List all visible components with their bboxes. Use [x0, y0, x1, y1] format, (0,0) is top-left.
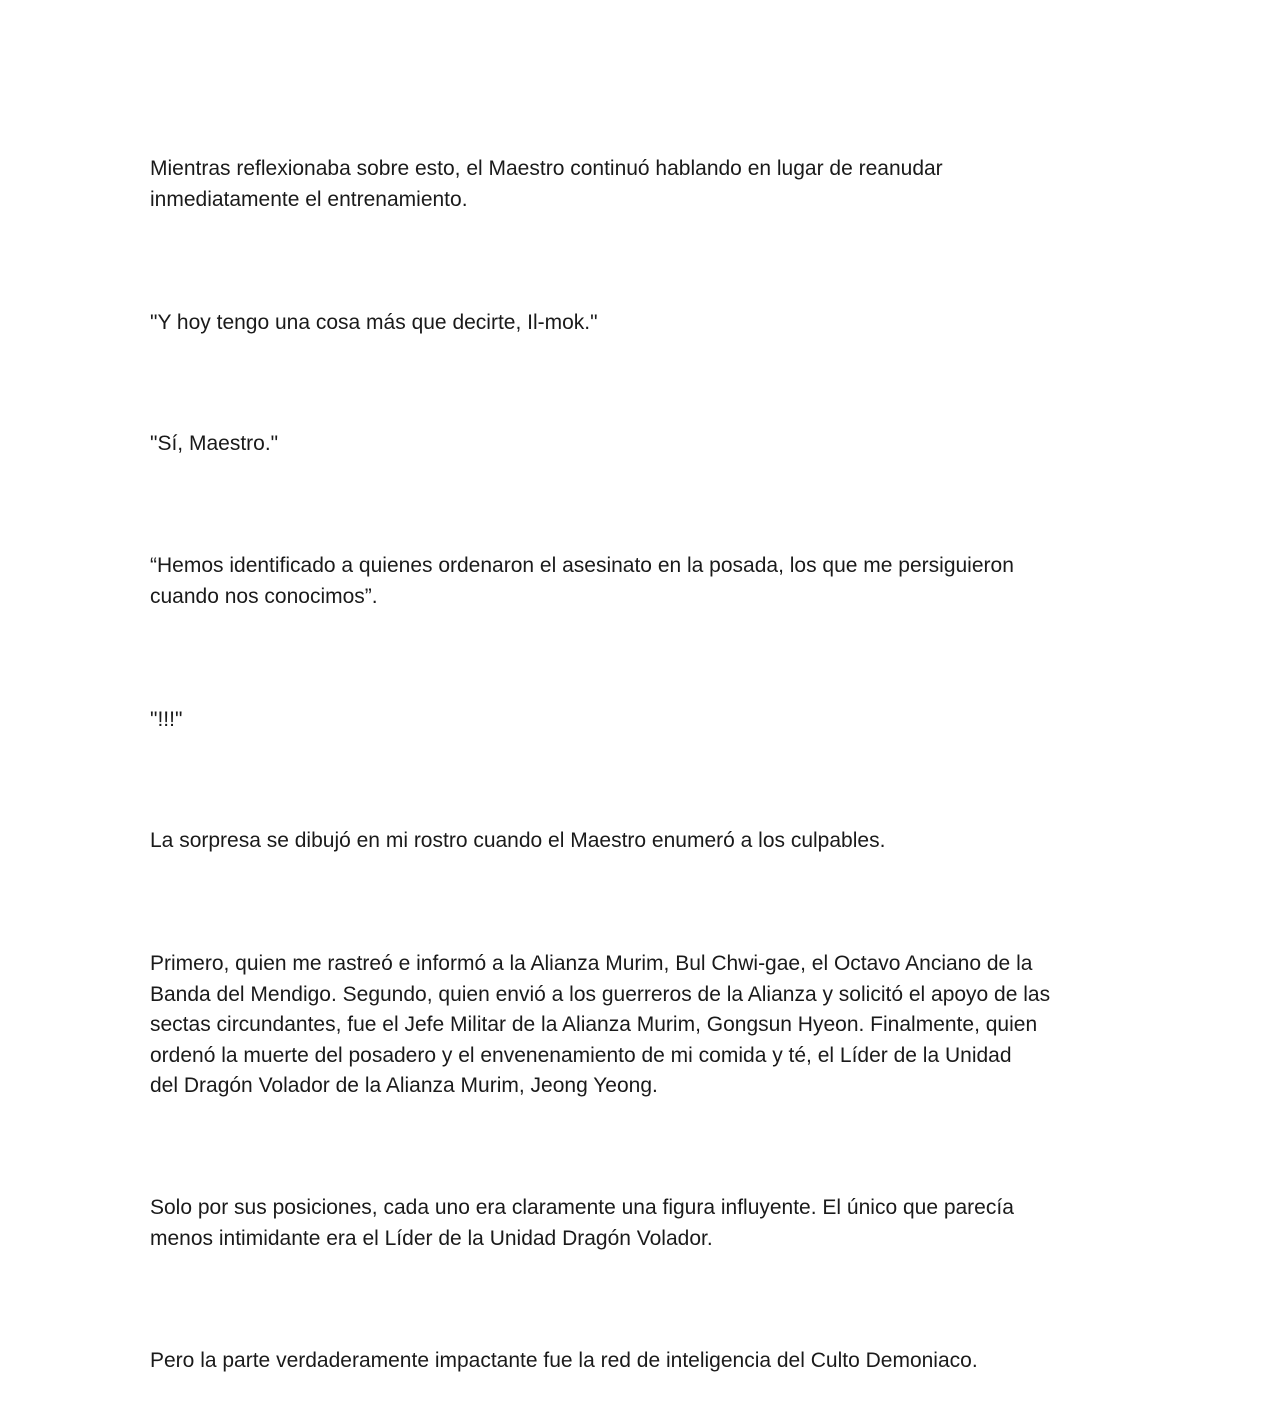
paragraph-line: Primero, quien me rastreó e informó a la Alianza Murim, Bul Chwi-gae, el Octavo Anciano de la — [150, 952, 1033, 975]
paragraph-3 — [150, 429, 1140, 460]
paragraph-line: sectas circundantes, fue el Jefe Militar de la Alianza Murim, Gongsun Hyeon. Finalmente, quien — [150, 1013, 1038, 1036]
paragraph-line: "!!!" — [150, 708, 183, 731]
paragraph-line: Solo por sus posiciones, cada uno era claramente una figura influyente. El único que parecía — [150, 1196, 1014, 1219]
paragraph-line: Mientras reflexionaba sobre esto, el Maestro continuó hablando en lugar de reanudar — [150, 157, 943, 180]
paragraph-4 — [150, 551, 1140, 612]
paragraph-5 — [150, 705, 1140, 736]
paragraph-8 — [150, 1193, 1140, 1254]
paragraph-line: La sorpresa se dibujó en mi rostro cuando el Maestro enumeró a los culpables. — [150, 829, 886, 852]
paragraph-line: Banda del Mendigo. Segundo, quien envió a los guerreros de la Alianza y solicitó el apoyo de las — [150, 982, 1051, 1006]
paragraph-line: inmediatamente el entrenamiento. — [150, 187, 468, 211]
paragraph-line: "Sí, Maestro." — [150, 432, 279, 455]
paragraph-6 — [150, 826, 1140, 857]
paragraph-line: cuando nos conocimos”. — [150, 584, 378, 608]
paragraph-line: ordenó la muerte del posadero y el envenenamiento de mi comida y té, el Líder de la Unidad — [150, 1043, 1012, 1067]
paragraph-7 — [150, 949, 1140, 1102]
paragraph-line: del Dragón Volador de la Alianza Murim, Jeong Yeong. — [150, 1074, 658, 1097]
paragraph-line: Pero la parte verdaderamente impactante fue la red de inteligencia del Culto Demoniaco. — [150, 1349, 978, 1372]
paragraph-9 — [150, 1346, 1140, 1377]
paragraph-2 — [150, 308, 1140, 339]
paragraph-line: "Y hoy tengo una cosa más que decirte, Il-mok." — [150, 311, 598, 334]
paragraph-1 — [150, 154, 1140, 215]
paragraph-line: “Hemos identificado a quienes ordenaron el asesinato en la posada, los que me persiguieron — [150, 554, 1014, 577]
paragraph-line: menos intimidante era el Líder de la Unidad Dragón Volador. — [150, 1226, 713, 1250]
